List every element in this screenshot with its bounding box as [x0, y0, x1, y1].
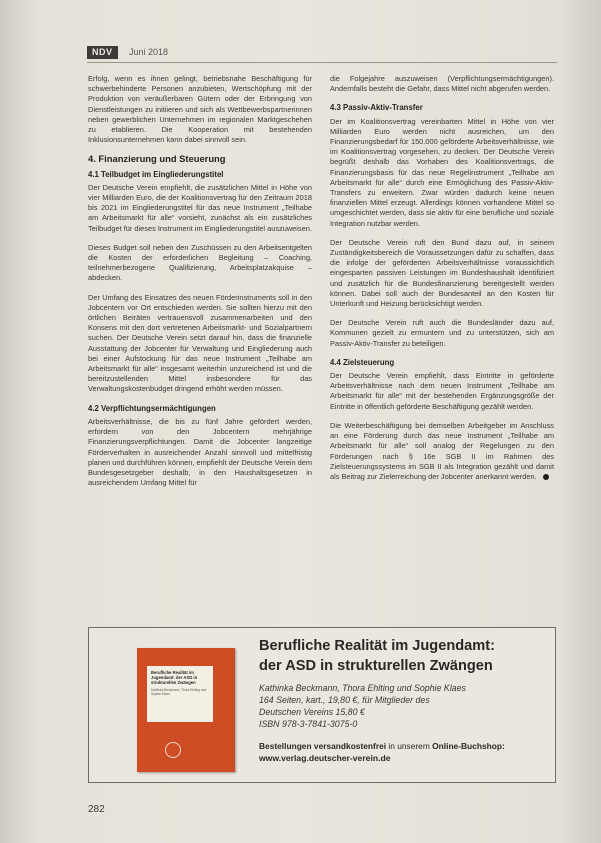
book-isbn: ISBN 978-3-7841-3075-0: [259, 719, 358, 729]
book-member-price: Deutschen Vereins 15,80 €: [259, 707, 365, 717]
paragraph: [330, 421, 554, 482]
publisher-logo-icon: [165, 742, 181, 758]
book-cover-label: [147, 666, 213, 722]
issue-date: Juni 2018: [129, 47, 169, 57]
subsection-heading: 4.2 Verpflichtungsermächtigungen: [88, 403, 216, 413]
book-authors: Kathinka Beckmann, Thora Ehlting und Sophie Klaes: [259, 683, 466, 693]
paragraph: Dieses Budget soll neben den Zuschüssen zu den Arbeitsentgelten die Kosten der erforderlichen Begleitung – Coaching, teilnehmerbezogene Qualifizierung, Arbeitsplatzakquise – abdecken.: [88, 242, 312, 283]
order-bold-text: Bestellungen versandkostenfrei: [259, 741, 387, 751]
paragraph: Der Deutsche Verein ruft auch die Bundesländer dazu auf, Kommunen gezielt zu ermuntern und zu unterstützen, sich am Passiv-Aktiv-Transfer zu beteiligen.: [330, 318, 554, 348]
book-cover-title: Berufliche Realität im Jugendamt: der ASD in strukturellen Zwängen: [151, 670, 198, 685]
page-number: 282: [88, 804, 105, 815]
order-text: in unserem: [386, 741, 433, 751]
advertisement-title-line: Berufliche Realität im Jugendamt:: [259, 638, 495, 654]
order-info: [259, 740, 549, 752]
advertisement-text: [259, 636, 549, 765]
subsection-heading: 4.4 Zielsteuerung: [330, 357, 395, 367]
advertisement-title: [259, 636, 549, 676]
paragraph: Der Deutsche Verein empfiehlt, dass Eintritte in geförderte Arbeitsverhältnisse nach dem neuen Instrument „Teilhabe am Arbeitsmarkt für alle“ mit der bestehenden Ergänzungsgröße der Eintritte in öffentlich geförderte Beschäftigung gezählt werden.: [330, 371, 554, 411]
paragraph: Der Deutsche Verein empfiehlt, die zusätzlichen Mittel in Höhe von vier Milliarden Euro, die der Koalitionsvertrag für den Zeitraum 2018 bis 2021 im Eingliederungstitel für das neue Instrument „Teilhabe am Arbeitsmarkt für alle“ vorsieht, zunächst als ein zusätzliches Teilbudget für dieses Instrument im Eingliederungstitel auszuweisen.: [88, 182, 312, 233]
page-header: [87, 44, 557, 63]
order-shop-text: Online-Buchshop:: [432, 741, 505, 751]
advertisement-title-line: der ASD in strukturellen Zwängen: [259, 658, 493, 674]
shop-url-link[interactable]: www.verlag.deutscher-verein.de: [259, 753, 391, 763]
book-cover: [137, 648, 235, 772]
paragraph: Erfolg, wenn es ihnen gelingt, betriebsnahe Beschäftigung für schwerbehinderte Personen anzubieten, Wertschöpfung mit der Produktion von veräußerbaren Gütern oder der Erbringung von Dienstleistungen zu initiieren und sich als Wettbewerbspartnerinnen neben gewerblichen Unternehmen im regionalen Marktgeschehen zu etablieren. Die Kooperation mit bestehenden Inklusionsunternehmen kann dabei sinnvoll sein.: [88, 74, 312, 145]
left-column: [88, 74, 312, 497]
book-details: [259, 682, 549, 730]
paragraph-text: Die Weiterbeschäftigung bei demselben Arbeitgeber im Anschluss an eine Förderung durch das neue Instrument „Teilhabe am Arbeitsmarkt für alle“ soll analog der Regelungen zu den Förderungen nach § 16e SGB II im Rahmen des Zielsteuerungssystems im SGB II als Integration gezählt und damit als Beitrag zur Zielerreichung der Jobcenter anerkannt werden.: [330, 420, 554, 481]
end-of-article-mark: [543, 474, 549, 480]
paragraph: Der im Koalitionsvertrag vereinbarten Mittel in Höhe von vier Milliarden Euro werden nicht ausreichen, um den Finanzierungsbedarf für 150.000 geförderte Arbeitsverhältnisse, wie im Koalitionsvertrag vorgesehen, zu decken. Der Deutsche Verein begrüßt deshalb das Vorhaben des Koalitionsvertrags, die Finanzierungsbasis für das neue Regelinstrument „Teilhabe am Arbeitsmarkt für alle“ durch eine Ermöglichung des Passiv-Aktiv-Transfers zu erweitern. Zwar würden dadurch keine neuen finanziellen Mittel erzeugt. Allerdings können vorhandene Mittel so umgeschichtet werden, dass sie aktiv für eine berufliche und soziale Integration nutzbar werden.: [330, 116, 554, 228]
book-pages-price: 164 Seiten, kart., 19,80 €, für Mitglieder des: [259, 695, 430, 705]
ndv-badge: NDV: [87, 46, 118, 59]
section-heading: 4. Finanzierung und Steuerung: [88, 153, 226, 165]
book-cover-subtitle: Kathinka Beckmann, Thora Ehlting und Sophie Klaes: [151, 688, 207, 696]
paragraph: Arbeitsverhältnisse, die bis zu fünf Jahre gefördert werden, erfordern von den Jobcentern mehrjährige Finanzierungsverpflichtungen. Damit die Jobcenter langzeitige Förderverhalten in ausreichender Anzahl sinnvoll und mittelfristig planen und durchführen können, empfiehlt der Deutsche Verein dem Bundesgesetzgeber deshalb, in den Haushaltsgesetzen in ausreichendem Umfang Mittel für: [88, 416, 312, 488]
book-advertisement: [88, 627, 556, 783]
paragraph: Der Deutsche Verein ruft den Bund dazu auf, in seinem Zuständigkeitsbereich die Voraussetzungen dafür zu schaffen, dass die infolge der geförderten Arbeitsverhältnisse voraussichtlich eingesparten passiven Leistungen im Bundeshaushalt identifiziert und zusätzlich für die Bundesfinanzierung bereitgestellt werden können. Dabei soll auch der Bundesanteil an den Kosten für Unterkunft und Heizung berücksichtigt werden.: [330, 237, 554, 309]
subsection-heading: 4.1 Teilbudget im Eingliederungstitel: [88, 169, 224, 179]
paragraph: die Folgejahre auszuweisen (Verpflichtungsermächtigungen). Andernfalls besteht die Gefahr, dass Mittel nicht abgerufen werden.: [330, 74, 554, 94]
right-column: [330, 74, 554, 491]
subsection-heading: 4.3 Passiv-Aktiv-Transfer: [330, 103, 423, 113]
paragraph: Der Umfang des Einsatzes des neuen Förderinstruments soll in den Jobcentern vor Ort entschieden werden. Sie sollten hierzu mit den örtlichen Beiräten vertrauensvoll zusammenarbeiten und den Konsens mit den dort vertretenen Arbeitsmarkt- und Sozialpartnern suchen. Der Deutsche Verein setzt darauf hin, dass die finanzielle Ausstattung der Jobcenter für Verwaltung und Eingliederung auch bei einer Aufstockung für das neue Instrument „Teilhabe am Arbeitsmarkt für alle“ insgesamt weiterhin unzureichend ist und die bereitzustellenden Mittel insbesondere für das Verwaltungskostenbudget dringend erhöht werden müssen.: [88, 292, 312, 394]
